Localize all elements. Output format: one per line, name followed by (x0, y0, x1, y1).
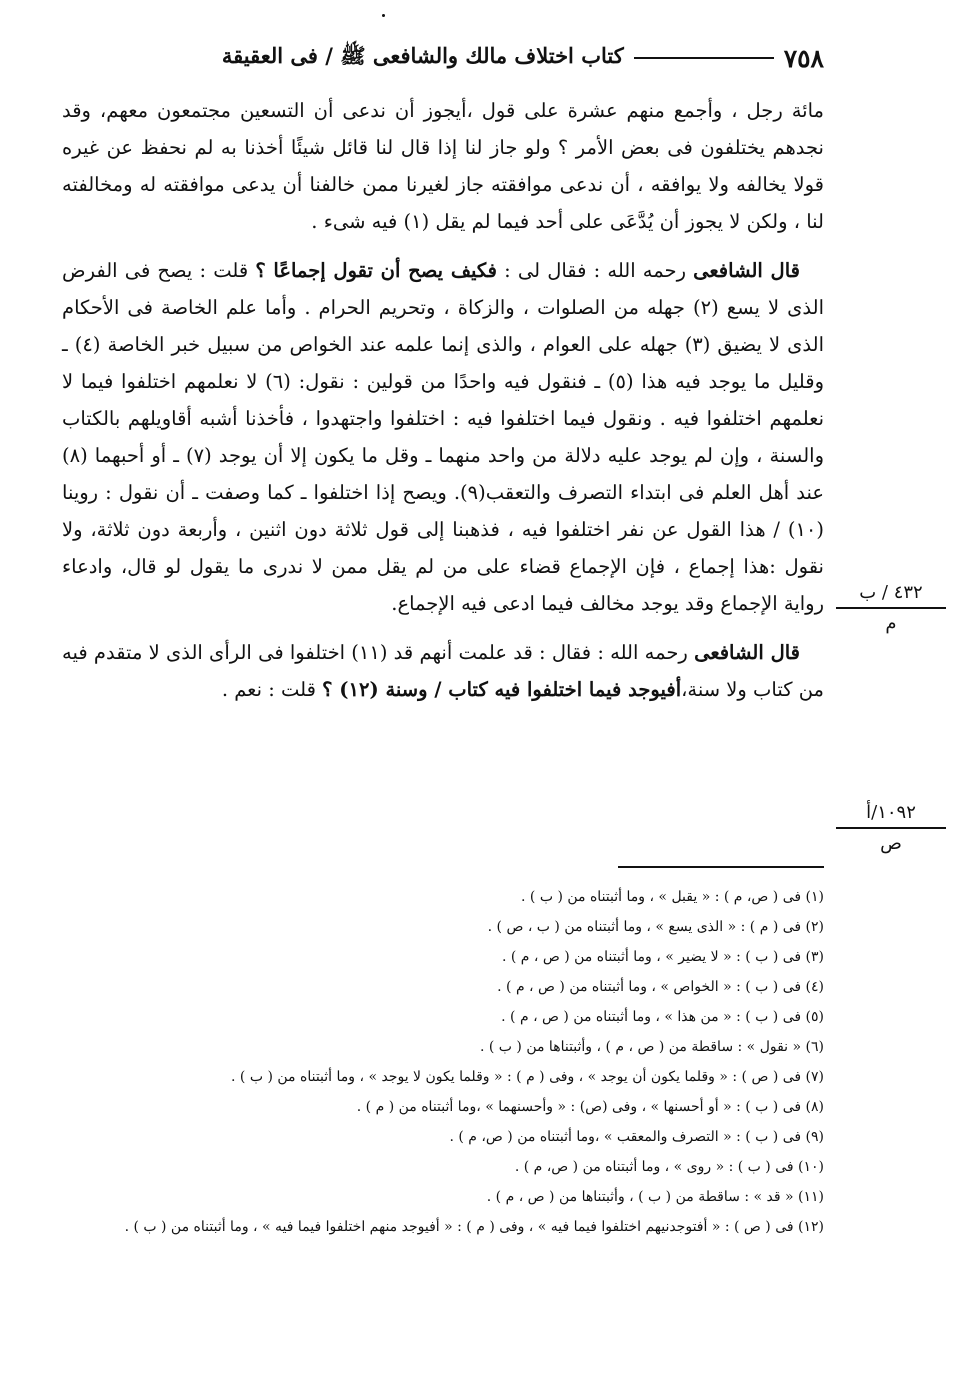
footnote: (٨) فى ( ب ) : « أو أحسنها » ، وفى (ص) : « وأحسنهما » ،وما أثبتناه من ( م ) . (356, 1099, 824, 1115)
paragraph-2-text: قلت : يصح فى الفرض الذى لا يسع (٢) جهله من الصلوات ، والزكاة ، وتحريم الحرام . وأما علم الخاصة فى الأحكام الذى لا يضيق (٣) جهله على العوام ، والذى إنما علمه عند الخواص من سبيل خبر الخاصة (٤) ـ وقليل ما يوجد فيه هذا (٥) ـ فنقول فيه واحدًا من قولين : نقول: (٦) لا نعلمهم اختلفوا فيما لا نعلمهم اختلفوا فيه . ونقول فيما اختلفوا فيه : اختلفوا واجتهدوا ، فأخذنا أشبه أقاويلهم بالكتاب والسنة ، وإن لم يوجد عليه دلالة من واحد منهما ـ وقل ما يكون إلا أن يوجد (٧) ـ أو أحبهما (٨) عند أهل العلم فى ابتداء التصرف والتعقب(٩). ويصح إذا اختلفوا ـ كما وصفت ـ أن نقول : روينا (١٠) / هذا القول عن نفر اختلفوا فيه ، فذهبنا إلى قول ثلاثة دون اثنين ، وأربعة دون ثلاثة، ولا نقول :هذا إجماع ، فإن الإجماع قضاء على من لم يقل ممن لا ندرى ما يقول لو قال، وادعاء رواية الإجماع وقد يوجد مخالف فيما ادعى فيه الإجماع. (62, 259, 824, 615)
margin-note-folio: ٤٣٢ / ب (859, 582, 923, 603)
footnote: (٢) فى ( م ) : « الذى يسع » ، وما أثبتناه من ( ب ، ص ) . (487, 919, 824, 935)
speaker-name: قال الشافعى (694, 641, 801, 664)
footnote: (١) فى ( ص، م ) : « يقبل » ، وما أثبتناه من ( ب ) . (521, 889, 824, 905)
paragraph-2-question: فكيف يصح أن تقول إجماعًا ؟ (255, 259, 497, 282)
footnote: (١٢) فى ( ص ) : « أفتوجدنيهم اختلفوا فيما فيه » ، وفى ( م ) : « أفيوجد منهم اختلفوا فيما فيه » ، وما أثبتناه من ( ب ) . (124, 1219, 824, 1235)
paragraph-3-text: قلت : نعم . (221, 678, 323, 701)
footnote: (٣) فى ( ب ) : « لا يضير » ، وما أثبتناه من ( ص ، م ) . (501, 949, 824, 965)
footnote: (١٠) فى ( ب ) : « روى » ، وما أثبتناه من ( ص، م ) . (514, 1159, 824, 1175)
page-header (62, 38, 824, 78)
margin-note-folio: ١٠٩٢/أ (866, 802, 916, 823)
page-number: ٧٥٨ (783, 43, 824, 73)
paragraph-3 (62, 634, 824, 708)
margin-note-manuscript-b (836, 582, 946, 634)
paragraph-3-question: أفيوجد فيما اختلفوا فيه كتاب / وسنة (١٢) ؟ (322, 678, 682, 701)
main-text (62, 92, 824, 720)
paragraph-3-intro: رحمه الله : فقال : قد علمت أنهم قد (١١) اختلفوا فى الرأى الذى لا متقدم فيه من كتاب ولا سنة، (62, 641, 824, 701)
running-title: كتاب اختلاف مالك والشافعى ﷺ / فى العقيقة (221, 42, 624, 68)
footnote: (١١) « قد » : ساقطة من ( ب ) ، وأثبتناها من ( ص ، م ) . (486, 1189, 824, 1205)
footnote: (٦) « نقول » : ساقطة من ( ص ، م ) ، وأثبتناها من ( ب ) . (479, 1039, 824, 1055)
page-mark-dot (382, 14, 385, 17)
margin-note-siglum: ص (880, 832, 902, 854)
speaker-name: قال الشافعى (693, 259, 800, 282)
margin-note-siglum: م (885, 612, 897, 634)
margin-note-rule (836, 827, 946, 829)
header-rule (634, 57, 774, 59)
paragraph-2 (62, 252, 824, 622)
margin-note-rule (836, 607, 946, 609)
footnote: (٧) فى ( ص ) : « وقلما يكون أن يوجد » ، وفى ( م ) : « وقلما يكون لا يوجد » ، وما أثبتناه من ( ب ) . (231, 1069, 824, 1085)
paragraph-1: مائة رجل ، وأجمع منهم عشرة على قول ،أيجوز أن ندعى أن التسعين مجتمعون معهم، وقد نجدهم يختلفون فى بعض الأمر ؟ ولو جاز لنا إذا قال لنا قائل شيئًا أخذنا به لم نحفظ عن غيره قولا يخالفه ولا يوافقه ، أن ندعى موافقته جاز لغيرنا ممن خالفنا أن يدعى موافقته له ومخالفته لنا ، ولكن لا يجوز أن يُدَّعَى على أحد فيما لم يقل (١) فيه شىء . (62, 99, 824, 233)
footnote-separator (618, 866, 824, 868)
footnotes (62, 882, 824, 1242)
footnote: (٩) فى ( ب ) : « التصرف والمعقب » ،وما أثبتناه من ( ص، م ) . (449, 1129, 824, 1145)
paragraph-2-intro: رحمه الله : فقال لى : (496, 259, 694, 282)
footnote: (٤) فى ( ب ) : « الخواص » ، وما أثبتناه من ( ص ، م ) . (497, 979, 824, 995)
margin-note-manuscript-s (836, 802, 946, 854)
footnote: (٥) فى ( ب ) : « من هذا » ، وما أثبتناه من ( ص ، م ) . (501, 1009, 824, 1025)
